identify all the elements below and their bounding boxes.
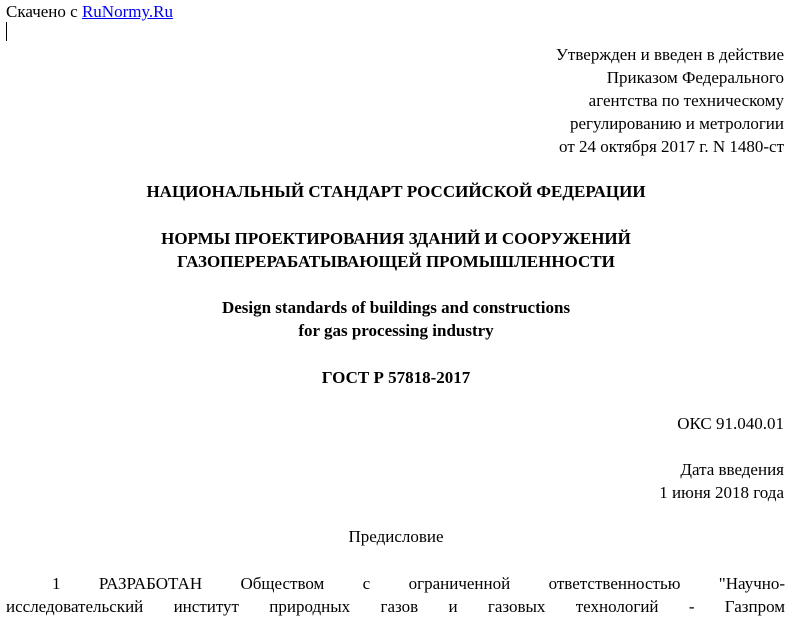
source-prefix: Скачено с — [6, 2, 82, 21]
approval-line: агентства по техническому — [588, 91, 784, 110]
approval-block — [556, 43, 784, 158]
source-link[interactable]: RuNormy.Ru — [81, 2, 173, 21]
standard-heading — [0, 180, 792, 203]
title-en-line: Design standards of buildings and constructions — [221, 298, 571, 317]
approval-line: Приказом Федерального — [606, 68, 784, 87]
title-ru — [0, 227, 792, 273]
oks-code-text: ОКС 91.040.01 — [677, 414, 784, 433]
preface-paragraph — [6, 572, 785, 618]
text-cursor — [6, 22, 7, 41]
title-en-line: for gas processing industry — [298, 321, 494, 340]
preface-heading: Предисловие — [348, 527, 444, 546]
source-line — [6, 0, 173, 23]
approval-line: Утвержден и введен в действие — [555, 45, 784, 64]
standard-heading-text: НАЦИОНАЛЬНЫЙ СТАНДАРТ РОССИЙСКОЙ ФЕДЕРАЦИИ — [146, 182, 646, 201]
oks-code — [677, 412, 784, 435]
approval-line: от 24 октября 2017 г. N 1480-ст — [559, 137, 784, 156]
intro-label: Дата введения — [680, 460, 784, 479]
title-en — [0, 296, 792, 342]
title-ru-line: НОРМЫ ПРОЕКТИРОВАНИЯ ЗДАНИЙ И СООРУЖЕНИЙ — [161, 229, 631, 248]
standard-code — [0, 366, 792, 389]
approval-line: регулированию и метрологии — [569, 114, 784, 133]
title-ru-line: ГАЗОПЕРЕРАБАТЫВАЮЩЕЙ ПРОМЫШЛЕННОСТИ — [177, 252, 615, 271]
intro-date-block — [659, 458, 784, 504]
paragraph-line: исследовательский институт природных газов и газовых технологий - Газпром — [6, 597, 785, 616]
paragraph-line: 1 РАЗРАБОТАН Обществом с ограниченной ответственностью "Научно- — [52, 574, 785, 593]
standard-code-text: ГОСТ Р 57818-2017 — [321, 368, 471, 387]
intro-date: 1 июня 2018 года — [659, 483, 784, 502]
